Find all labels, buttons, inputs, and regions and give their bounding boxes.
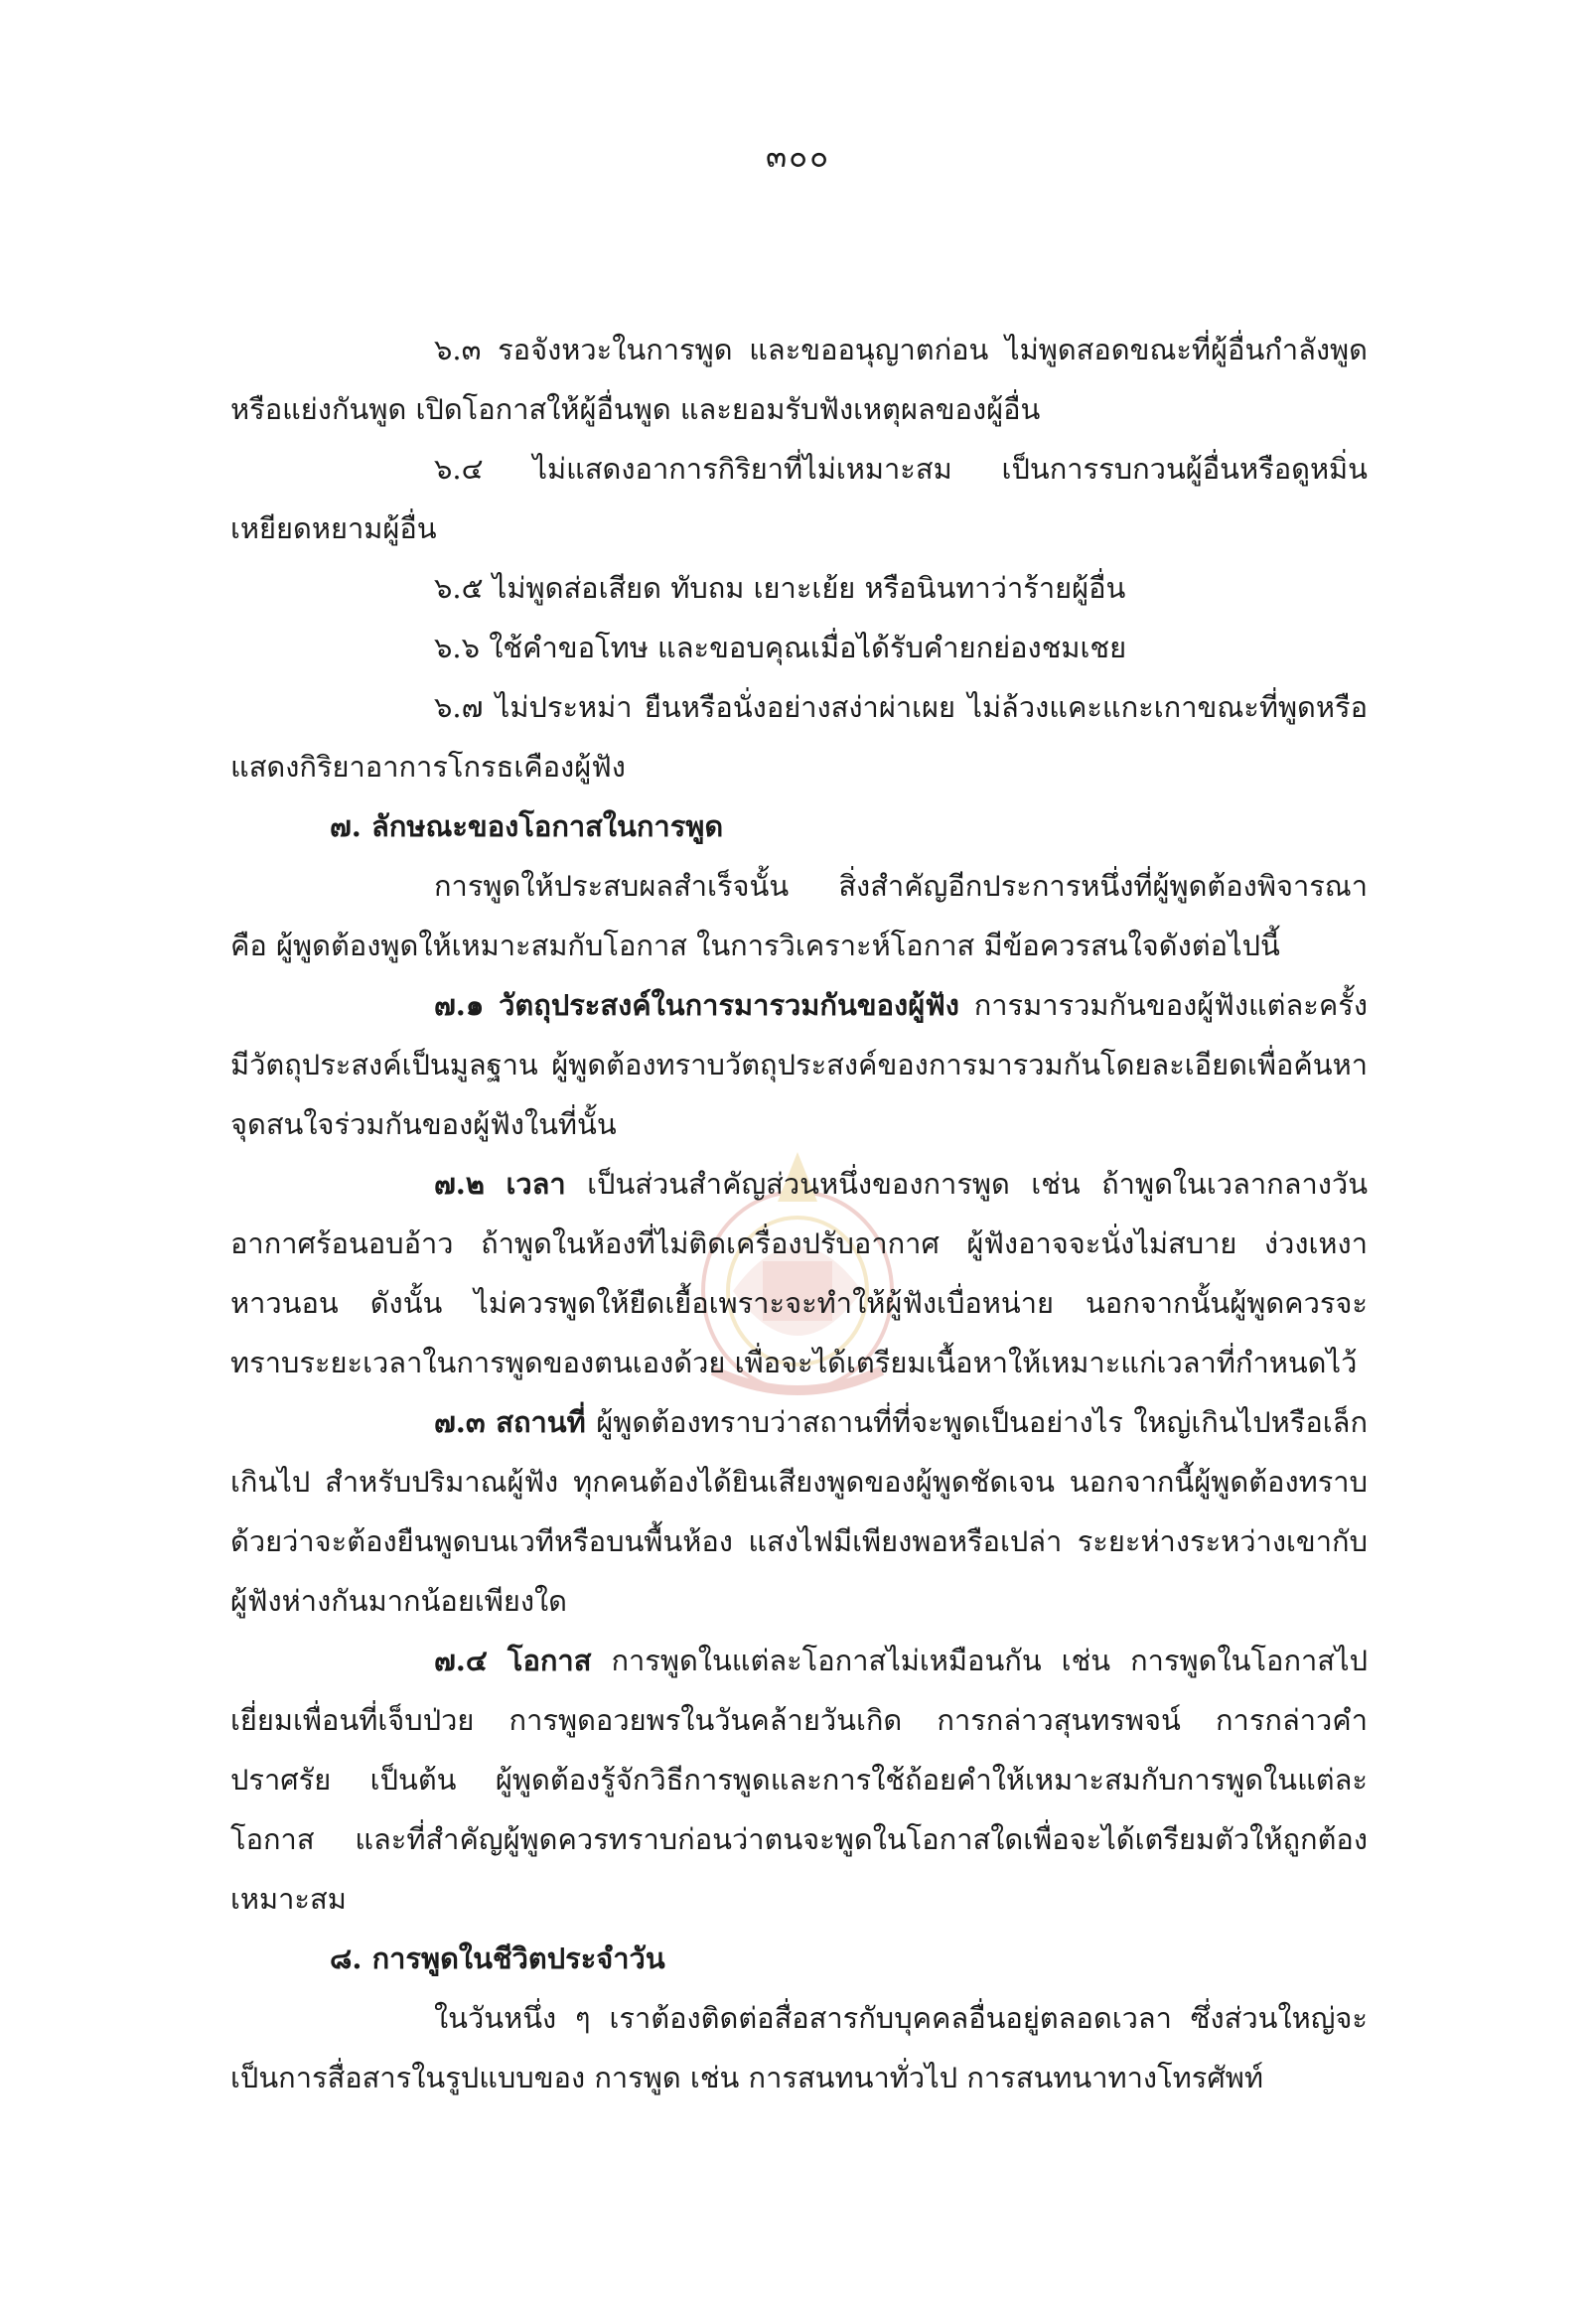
- paragraph: [230, 1988, 1368, 2107]
- paragraph-text: ผู้พูดต้องทราบว่าสถานที่ที่จะพูดเป็นอย่างไร ใหญ่เกินไปหรือเล็กเกินไป สำหรับปริมาณผู้ฟัง ทุกคนต้องได้ยินเสียงพูดของผู้พูดชัดเจน นอกจากนี้ผู้พูดต้องทราบด้วยว่าจะต้องยืนพูดบนเวทีหรือบนพื้นห้อง แสงไฟมีเพียงพอหรือเปล่า ระยะห่างระหว่างเขากับผู้ฟังห่างกันมากน้อยเพียงใด: [230, 1405, 1369, 1618]
- paragraph: [230, 856, 1368, 975]
- item-number: ๗.๔: [434, 1644, 488, 1677]
- paragraph: [230, 677, 1368, 796]
- item-number: ๖.๗: [434, 690, 484, 724]
- page-number: ๓๐๐: [765, 139, 831, 175]
- paragraph: [230, 975, 1368, 1154]
- section-heading: [230, 796, 1368, 856]
- paragraph: [230, 439, 1368, 558]
- item-number: ๗.๑: [434, 988, 485, 1022]
- paragraph: [230, 558, 1368, 618]
- section-heading-text: ๗. ลักษณะของโอกาสในการพูด: [330, 809, 724, 843]
- paragraph-text: เป็นส่วนสำคัญส่วนหนึ่งของการพูด เช่น ถ้าพูดในเวลากลางวัน อากาศร้อนอบอ้าว ถ้าพูดในห้องที่ไม่ติดเครื่องปรับอากาศ ผู้ฟังอาจจะนั่งไม่สบาย ง่วงเหงาหาวนอน ดังนั้น ไม่ควรพูดให้ยืดเยื้อเพราะจะทำให้ผู้ฟังเบื่อหน่าย นอกจากนั้นผู้พูดควรจะทราบระยะเวลาในการพูดของตนเองด้วย เพื่อจะได้เตรียมเนื้อหาให้เหมาะแก่เวลาที่กำหนดไว้: [230, 1167, 1369, 1379]
- paragraph-text: การพูดในแต่ละโอกาสไม่เหมือนกัน เช่น การพูดในโอกาสไปเยี่ยมเพื่อนที่เจ็บป่วย การพูดอวยพรในวันคล้ายวันเกิด การกล่าวสุนทรพจน์ การกล่าวคำปราศรัย เป็นต้น ผู้พูดต้องรู้จักวิธีการพูดและการใช้ถ้อยคำให้เหมาะสมกับการพูดในแต่ละโอกาส และที่สำคัญผู้พูดควรทราบก่อนว่าตนจะพูดในโอกาสใดเพื่อจะได้เตรียมตัวให้ถูกต้องเหมาะสม: [230, 1644, 1368, 1916]
- section-heading: [230, 1929, 1368, 1988]
- paragraph-text: รอจังหวะในการพูด และขออนุญาตก่อน ไม่พูดสอดขณะที่ผู้อื่นกำลังพูด หรือแย่งกันพูด เปิดโอกาสให้ผู้อื่นพูด และยอมรับฟังเหตุผลของผู้อื่น: [230, 333, 1369, 426]
- paragraph-text: ไม่แสดงอาการกิริยาที่ไม่เหมาะสม เป็นการรบกวนผู้อื่นหรือดูหมิ่นเหยียดหยามผู้อื่น: [230, 452, 1368, 545]
- paragraph: [230, 1631, 1368, 1929]
- paragraph-text: การพูดให้ประสบผลสำเร็จนั้น สิ่งสำคัญอีกประการหนึ่งที่ผู้พูดต้องพิจารณา คือ ผู้พูดต้องพูดให้เหมาะสมกับโอกาส ในการวิเคราะห์โอกาส มีข้อควรสนใจดังต่อไปนี้: [230, 869, 1368, 962]
- item-number: ๖.๔: [434, 452, 484, 486]
- item-title: วัตถุประสงค์ในการมารวมกันของผู้ฟัง: [499, 988, 959, 1022]
- section-heading-text: ๘. การพูดในชีวิตประจำวัน: [330, 1942, 665, 1975]
- item-number: ๖.๕: [434, 571, 484, 605]
- item-title: โอกาส: [507, 1644, 592, 1677]
- document-body: [230, 320, 1368, 2107]
- paragraph-text: การมารวมกันของผู้ฟังแต่ละครั้งมีวัตถุประสงค์เป็นมูลฐาน ผู้พูดต้องทราบวัตถุประสงค์ของการมารวมกันโดยละเอียดเพื่อค้นหาจุดสนใจร่วมกันของผู้ฟังในที่นั้น: [230, 988, 1368, 1141]
- item-number: ๗.๒: [434, 1167, 486, 1201]
- paragraph-text: ไม่ประหม่า ยืนหรือนั่งอย่างสง่าผ่าเผย ไม่ล้วงแคะแกะเกาขณะที่พูดหรือแสดงกิริยาอาการโกรธเคืองผู้ฟัง: [230, 690, 1368, 784]
- paragraph-text: ในวันหนึ่ง ๆ เราต้องติดต่อสื่อสารกับบุคคลอื่นอยู่ตลอดเวลา ซึ่งส่วนใหญ่จะเป็นการสื่อสารในรูปแบบของ การพูด เช่น การสนทนาทั่วไป การสนทนาทางโทรศัพท์: [230, 2001, 1368, 2094]
- paragraph: [230, 320, 1368, 439]
- item-title: สถานที่: [496, 1405, 586, 1439]
- paragraph: [230, 618, 1368, 677]
- paragraph-text: ไม่พูดส่อเสียด ทับถม เยาะเย้ย หรือนินทาว่าร้ายผู้อื่น: [492, 571, 1126, 605]
- item-number: ๖.๖: [434, 631, 481, 664]
- item-number: ๖.๓: [434, 333, 482, 366]
- paragraph-text: ใช้คำขอโทษ และขอบคุณเมื่อได้รับคำยกย่องชมเชย: [489, 631, 1127, 664]
- item-number: ๗.๓: [434, 1405, 486, 1439]
- item-title: เวลา: [506, 1167, 566, 1201]
- paragraph: [230, 1154, 1368, 1392]
- paragraph: [230, 1392, 1368, 1631]
